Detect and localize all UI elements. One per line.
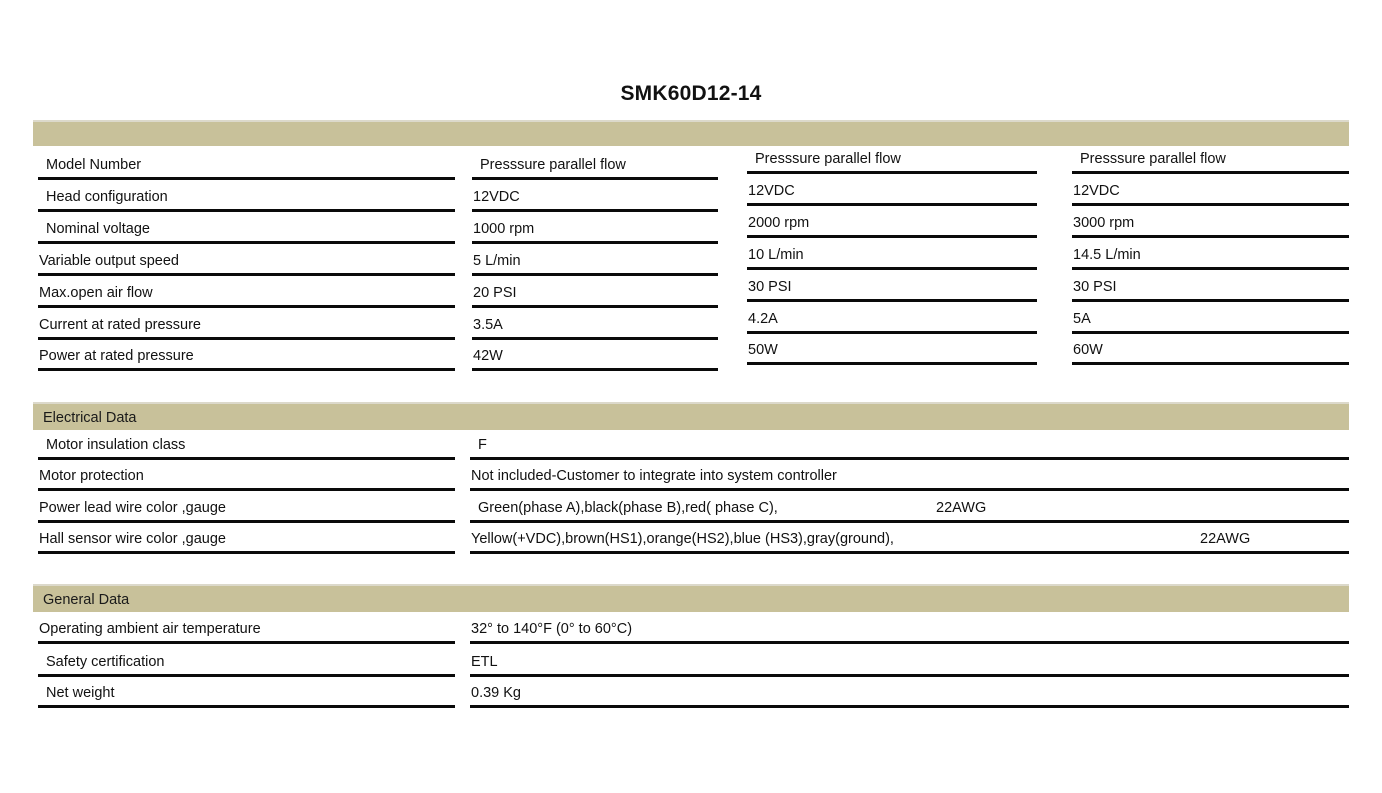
spec-col-0-cell-0: Presssure parallel flow [472, 152, 718, 180]
spec-col-1-cell-0: Presssure parallel flow [747, 146, 1037, 174]
electrical-data-band-label: Electrical Data [43, 410, 137, 426]
spec-row-label-5: Current at rated pressure [38, 311, 455, 340]
general-row-value-0: 32° to 140°F (0° to 60°C) [470, 616, 1349, 644]
spec-col-0-cell-3: 5 L/min [472, 247, 718, 276]
spec-col-0-cell-5: 3.5A [472, 311, 718, 340]
electrical-row-label-1: Motor protection [38, 462, 455, 491]
spec-row-label-3: Variable output speed [38, 247, 455, 276]
spec-table-header-band [33, 120, 1349, 146]
electrical-row-label-0: Motor insulation class [38, 432, 455, 460]
electrical-row-value-3: Yellow(+VDC),brown(HS1),orange(HS2),blue (HS3),gray(ground), 22AWG [470, 525, 1349, 554]
general-row-label-2: Net weight [38, 679, 455, 708]
spec-col-0-cell-2: 1000 rpm [472, 215, 718, 244]
spec-col-2-cell-0: Presssure parallel flow [1072, 146, 1349, 174]
spec-row-label-0: Model Number [38, 152, 455, 180]
spec-col-2-cell-6: 60W [1072, 336, 1349, 365]
general-row-label-1: Safety certification [38, 648, 455, 677]
spec-col-1-cell-2: 2000 rpm [747, 209, 1037, 238]
spec-row-label-2: Nominal voltage [38, 215, 455, 244]
spec-row-label-6: Power at rated pressure [38, 342, 455, 371]
general-row-value-1: ETL [470, 648, 1349, 677]
spec-col-0-cell-4: 20 PSI [472, 279, 718, 308]
spec-col-2-cell-4: 30 PSI [1072, 273, 1349, 302]
spec-row-label-4: Max.open air flow [38, 279, 455, 308]
electrical-data-header-band [33, 402, 1349, 430]
general-data-header-band [33, 584, 1349, 612]
electrical-row-label-3: Hall sensor wire color ,gauge [38, 525, 455, 554]
spec-col-1-cell-1: 12VDC [747, 177, 1037, 206]
spec-col-2-cell-2: 3000 rpm [1072, 209, 1349, 238]
spec-row-label-1: Head configuration [38, 183, 455, 212]
spec-col-1-cell-3: 10 L/min [747, 241, 1037, 270]
spec-col-1-cell-5: 4.2A [747, 305, 1037, 334]
general-row-value-2: 0.39 Kg [470, 679, 1349, 708]
spec-col-1-cell-4: 30 PSI [747, 273, 1037, 302]
electrical-row-value-0: F [470, 432, 1349, 460]
electrical-row-value-1: Not included-Customer to integrate into system controller [470, 462, 1349, 491]
spec-col-2-cell-5: 5A [1072, 305, 1349, 334]
spec-col-0-cell-6: 42W [472, 342, 718, 371]
spec-col-2-cell-3: 14.5 L/min [1072, 241, 1349, 270]
spec-col-1-cell-6: 50W [747, 336, 1037, 365]
page-title: SMK60D12-14 [620, 82, 762, 105]
spec-col-2-cell-1: 12VDC [1072, 177, 1349, 206]
hall-sensor-gauge: 22AWG [1200, 530, 1251, 547]
general-data-band-label: General Data [43, 592, 130, 608]
general-row-label-0: Operating ambient air temperature [38, 616, 455, 644]
power-lead-gauge: 22AWG [936, 499, 987, 516]
electrical-row-value-2: Green(phase A),black(phase B),red( phase C), 22AWG [470, 494, 1349, 523]
electrical-row-label-2: Power lead wire color ,gauge [38, 494, 455, 523]
spec-col-0-cell-1: 12VDC [472, 183, 718, 212]
